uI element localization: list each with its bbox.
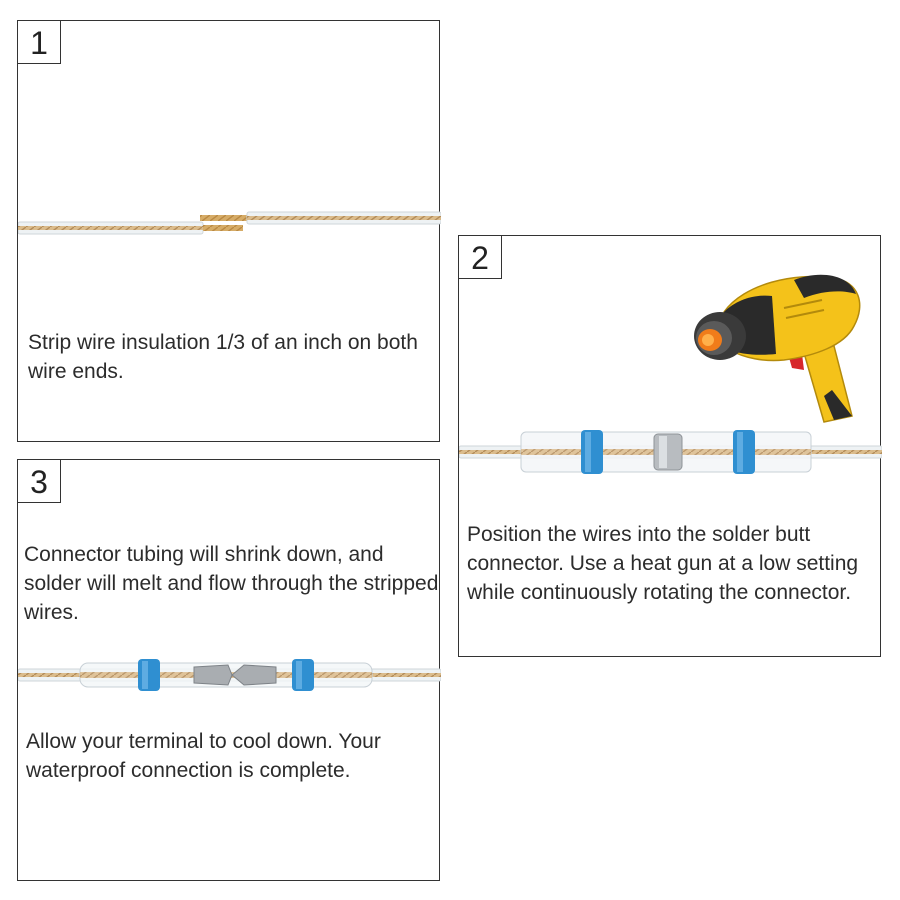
- step-1-number: 1: [17, 20, 61, 64]
- butt-connector-illustration: [459, 428, 882, 476]
- step-2-instruction: Position the wires into the solder butt connector. Use a heat gun at a low setting while continuously rotating the connector.: [467, 523, 859, 604]
- step-3-instruction: Connector tubing will shrink down, and solder will melt and flow through the stripped wires.: [24, 543, 439, 624]
- step-3-number: 3: [17, 459, 61, 503]
- step-1-instruction: Strip wire insulation 1/3 of an inch on both wire ends.: [28, 331, 418, 383]
- step-2-panel: [458, 235, 881, 657]
- step-2-number: 2: [458, 235, 502, 279]
- shrunk-connector-illustration: [18, 657, 441, 693]
- heat-gun-icon: [684, 264, 879, 424]
- stripped-wires-illustration: [18, 209, 441, 239]
- step-1-panel: [17, 20, 440, 442]
- step-3-completion-text: Allow your terminal to cool down. Your waterproof connection is complete.: [26, 730, 381, 782]
- step-3-panel: [17, 459, 440, 881]
